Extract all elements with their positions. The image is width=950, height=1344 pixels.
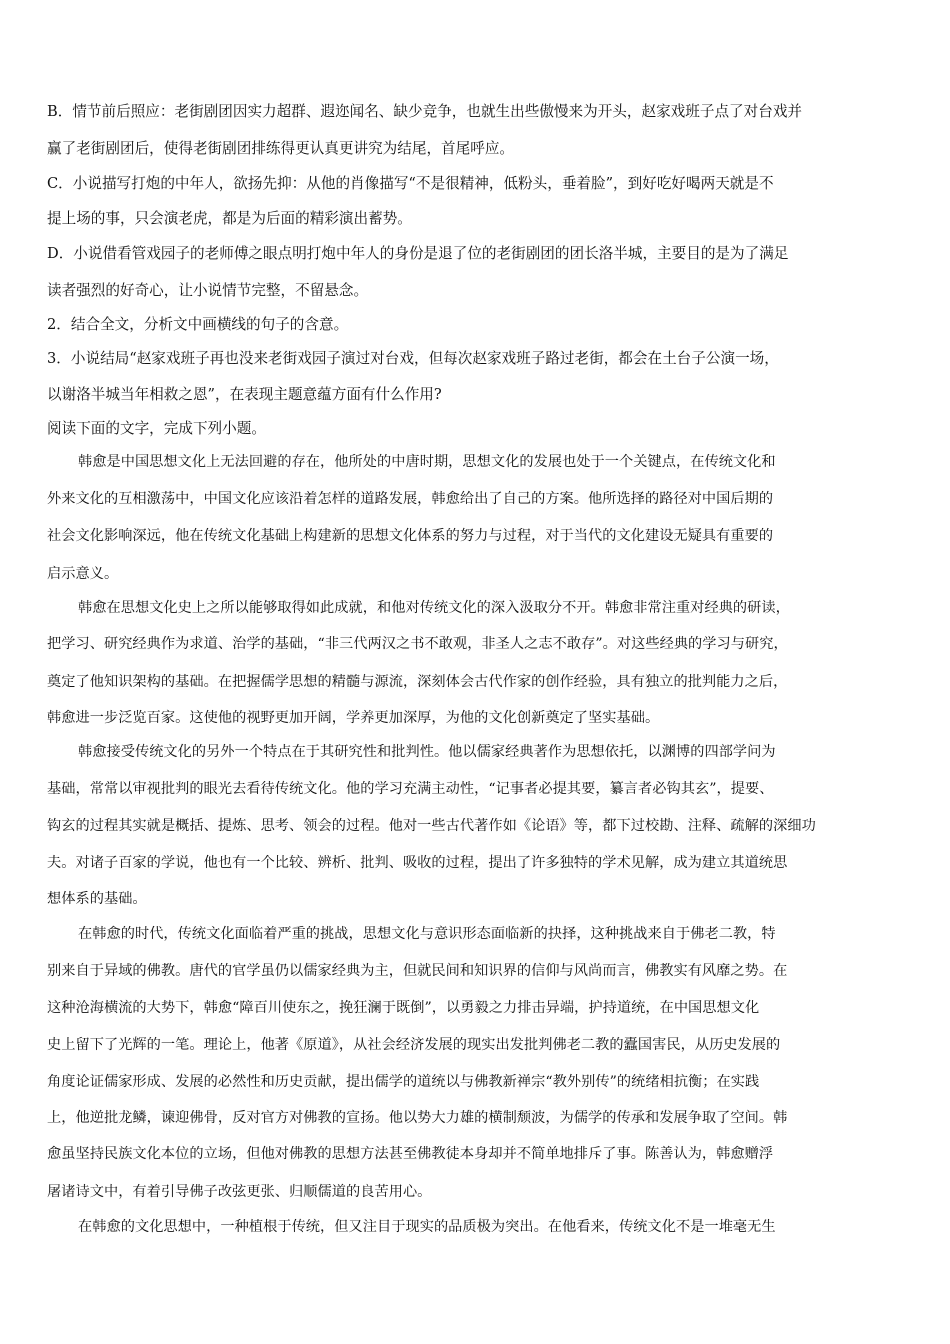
para4-line-2: 别来自于异域的佛教。唐代的官学虽仍以儒家经典为主，但就民间和知识界的信仰与风尚而言，佛教实有风靡之势。在 <box>47 963 788 979</box>
option-d-line-1: D．小说借看管戏园子的老师傅之眼点明打炮中年人的身份是退了位的老街剧团的团长洛半城，主要目的是为了满足 <box>47 245 789 262</box>
question-2: 2．结合全文，分析文中画横线的句子的含意。 <box>47 316 349 333</box>
question-3-line-2: 以谢洛半城当年相救之恩”，在表现主题意蕴方面有什么作用? <box>47 386 442 403</box>
para4-line-3: 这种沧海横流的大势下，韩愈“障百川使东之，挽狂澜于既倒”，以勇毅之力排击异端，护持道统，在中国思想文化 <box>47 1000 760 1016</box>
para3-line-1: 韩愈接受传统文化的另外一个特点在于其研究性和批判性。他以儒家经典著作为思想依托，以渊博的四部学问为 <box>78 744 776 760</box>
para4-line-8: 屠诸诗文中，有着引导佛子改弦更张、归顺儒道的良苦用心。 <box>47 1184 432 1200</box>
option-b-line-2: 赢了老街剧团后，使得老街剧团排练得更认真更讲究为结尾，首尾呼应。 <box>47 140 515 157</box>
para4-line-7: 愈虽坚持民族文化本位的立场，但他对佛教的思想方法甚至佛教徒本身却并不简单地排斥了事。陈善认为，韩愈赠浮 <box>47 1146 774 1162</box>
option-d-line-2: 读者强烈的好奇心，让小说情节完整，不留悬念。 <box>47 282 369 299</box>
reading-instruction: 阅读下面的文字，完成下列小题。 <box>47 420 266 437</box>
para3-line-3: 钩玄的过程其实就是概括、提炼、思考、领会的过程。他对一些古代著作如《论语》等，都下过校勘、注释、疏解的深细功 <box>47 818 816 834</box>
para1-line-4: 启示意义。 <box>47 566 119 582</box>
para2-line-2: 把学习、研究经典作为求道、治学的基础，“非三代两汉之书不敢观，非圣人之志不敢存”。对这些经典的学习与研究， <box>47 636 788 652</box>
para3-line-4: 夫。对诸子百家的学说，他也有一个比较、辨析、批判、吸收的过程，提出了许多独特的学术见解，成为建立其道统思 <box>47 855 788 871</box>
para5-line-1: 在韩愈的文化思想中，一种植根于传统，但又注目于现实的品质极为突出。在他看来，传统文化不是一堆毫无生 <box>78 1219 776 1235</box>
para1-line-3: 社会文化影响深远，他在传统文化基础上构建新的思想文化体系的努力与过程，对于当代的文化建设无疑具有重要的 <box>47 528 774 544</box>
para1-line-2: 外来文化的互相激荡中，中国文化应该沿着怎样的道路发展，韩愈给出了自己的方案。他所选择的路径对中国后期的 <box>47 491 774 507</box>
para3-line-2: 基础，常常以审视批判的眼光去看待传统文化。他的学习充满主动性，“记事者必提其要，纂言者必钩其玄”，提要、 <box>47 781 774 797</box>
para4-line-6: 上，他逆批龙鳞，谏迎佛骨，反对官方对佛教的宣扬。他以势大力雄的横制颓波，为儒学的传承和发展争取了空间。韩 <box>47 1110 788 1126</box>
para4-line-4: 史上留下了光辉的一笔。理论上，他著《原道》，从社会经济发展的现实出发批判佛老二教的蠹国害民，从历史发展的 <box>47 1037 781 1053</box>
para1-line-1: 韩愈是中国思想文化上无法回避的存在，他所处的中唐时期，思想文化的发展也处于一个关键点，在传统文化和 <box>78 454 776 470</box>
para2-line-3: 奠定了他知识架构的基础。在把握儒学思想的精髓与源流，深刻体会古代作家的创作经验，具有独立的批判能力之后， <box>47 674 788 690</box>
option-b-line-1: B．情节前后照应：老街剧团因实力超群、遐迩闻名、缺少竞争，也就生出些傲慢来为开头，赵家戏班子点了对台戏并 <box>47 103 803 120</box>
option-c-line-1: C．小说描写打炮的中年人，欲扬先抑：从他的肖像描写“不是很精神，低粉头，垂着脸”，到好吃好喝两天就是不 <box>47 175 774 192</box>
question-3-line-1: 3．小说结局“赵家戏班子再也没来老街戏园子演过对台戏，但每次赵家戏班子路过老街，都会在土台子公演一场， <box>47 350 779 367</box>
para2-line-1: 韩愈在思想文化史上之所以能够取得如此成就，和他对传统文化的深入汲取分不开。韩愈非常注重对经典的研读， <box>78 600 790 616</box>
para4-line-5: 角度论证儒家形成、发展的必然性和历史贡献，提出儒学的道统以与佛教新禅宗“教外别传”的统绪相抗衡；在实践 <box>47 1074 760 1090</box>
para2-line-4: 韩愈进一步泛览百家。这使他的视野更加开阔，学养更加深厚，为他的文化创新奠定了坚实基础。 <box>47 710 660 726</box>
option-c-line-2: 提上场的事，只会演老虎，都是为后面的精彩演出蓄势。 <box>47 210 412 227</box>
para3-line-5: 想体系的基础。 <box>47 891 147 907</box>
para4-line-1: 在韩愈的时代，传统文化面临着严重的挑战，思想文化与意识形态面临新的抉择，这种挑战来自于佛老二教，特 <box>78 926 776 942</box>
